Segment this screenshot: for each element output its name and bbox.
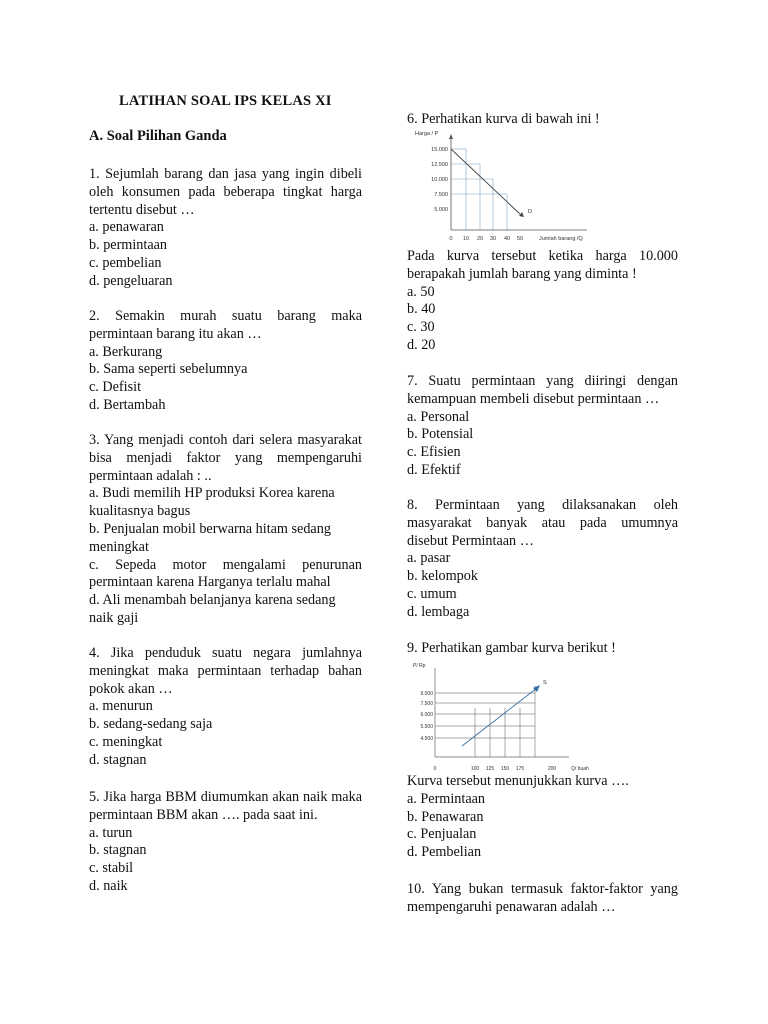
question-6-body	[407, 248, 678, 355]
y-tick-label: 6.000	[420, 712, 433, 718]
question-stem: 8. Permintaan yang dilaksanakan oleh masyarakat banyak atau pada umumnya disebut Permintaan …	[407, 497, 678, 549]
question-9	[407, 640, 678, 658]
supply-curve-arrow	[533, 685, 540, 692]
option-d: d. pengeluaran	[89, 272, 173, 289]
option-a: a. Budi memilih HP produksi Korea karena kualitasnya bagus	[89, 485, 335, 520]
y-tick-label: 12.500	[431, 162, 448, 168]
option-b: b. Penjualan mobil berwarna hitam sedang meningkat	[89, 520, 331, 555]
option-a: a. Personal	[407, 408, 470, 425]
question-stem: Kurva tersebut menunjukkan kurva ….	[407, 773, 629, 789]
x-tick-label: 30	[489, 236, 497, 242]
option-b: b. 40	[407, 301, 436, 318]
question-3	[89, 432, 362, 628]
option-b: b. kelompok	[407, 568, 478, 585]
x-tick-label: 40	[503, 236, 511, 242]
option-a: a. penawaran	[89, 219, 164, 236]
question-stem: 5. Jika harga BBM diumumkan akan naik maka permintaan BBM akan …. pada saat ini.	[89, 789, 362, 823]
y-axis-label: P/ Rp	[413, 663, 426, 669]
option-d: d. Bertambah	[89, 396, 166, 413]
question-4	[89, 645, 362, 770]
option-c: c. meningkat	[89, 733, 163, 750]
demand-curve-line	[451, 149, 520, 214]
question-9-body	[407, 773, 678, 862]
x-tick-label: 0	[433, 766, 437, 772]
option-b: b. stagnan	[89, 842, 147, 859]
option-a: a. Permintaan	[407, 790, 486, 807]
x-tick-label: 10	[462, 236, 470, 242]
x-tick-label: 50	[516, 236, 524, 242]
option-d: d. lembaga	[407, 603, 470, 620]
y-tick-label: 10.000	[431, 177, 448, 183]
question-2	[89, 308, 362, 415]
option-b: b. permintaan	[89, 237, 168, 254]
supply-chart-svg	[407, 658, 607, 776]
supply-curve-line	[462, 688, 537, 746]
y-tick-label: 5.500	[420, 724, 433, 730]
y-axis-label: Harga / P	[415, 131, 439, 137]
question-1	[89, 166, 362, 291]
option-c: c. Penjualan	[407, 826, 477, 843]
x-tick-label: 0	[449, 236, 453, 242]
option-b: b. Sama seperti sebelumnya	[89, 361, 248, 378]
option-a: a. 50	[407, 283, 435, 300]
option-d: d. Pembelian	[407, 844, 482, 861]
x-tick-label: 175	[515, 766, 525, 772]
option-a: a. Berkurang	[89, 343, 163, 360]
option-a: a. turun	[89, 824, 133, 841]
y-tick-label: 5.000	[434, 207, 448, 213]
option-d: d. stagnan	[89, 751, 147, 768]
question-stem: 1. Sejumlah barang dan jasa yang ingin dibeli oleh konsumen pada beberapa tingkat harga tertentu disebut …	[89, 166, 362, 218]
question-stem: 2. Semakin murah suatu barang maka permintaan barang itu akan …	[89, 308, 362, 342]
option-b: b. Penawaran	[407, 808, 484, 825]
question-stem: 6. Perhatikan kurva di bawah ini !	[407, 111, 600, 127]
x-axis-label: Jumlah barang /Q	[539, 236, 583, 242]
option-c: c. stabil	[89, 860, 134, 877]
x-tick-label: 20	[476, 236, 484, 242]
y-tick-label: 7.500	[434, 192, 448, 198]
question-stem: 4. Jika penduduk suatu negara jumlahnya meningkat maka permintaan terhadap bahan pokok akan …	[89, 645, 362, 697]
x-tick-label: 100	[470, 766, 480, 772]
y-tick-label: 9.000	[420, 691, 433, 697]
option-b: b. sedang-sedang saja	[89, 716, 213, 733]
question-10	[407, 881, 678, 917]
option-c: c. umum	[407, 585, 457, 602]
x-tick-label: 200	[547, 766, 557, 772]
option-b: b. Potensial	[407, 426, 474, 443]
demand-chart-svg	[407, 128, 607, 248]
question-8	[407, 497, 678, 622]
option-a: a. menurun	[89, 698, 153, 715]
series-label-d: D	[528, 209, 532, 215]
document-title: LATIHAN SOAL IPS KELAS XI	[119, 93, 332, 109]
question-stem: 9. Perhatikan gambar kurva berikut !	[407, 640, 616, 656]
supply-curve-chart	[407, 658, 607, 776]
question-stem: Pada kurva tersebut ketika harga 10.000 berapakah jumlah barang yang diminta !	[407, 248, 678, 282]
question-7	[407, 373, 678, 480]
x-axis-label: Q/ buah	[571, 766, 589, 772]
section-title: A. Soal Pilihan Ganda	[89, 128, 227, 144]
question-stem: 7. Suatu permintaan yang diiringi dengan kemampuan membeli disebut permintaan …	[407, 373, 678, 407]
x-tick-label: 125	[485, 766, 495, 772]
question-stem: 3. Yang menjadi contoh dari selera masyarakat bisa menjadi faktor yang mempengaruhi permintaan adalah : ..	[89, 432, 362, 484]
y-axis-arrow	[449, 134, 453, 139]
option-c: c. Efisien	[407, 444, 461, 461]
option-d: d. naik	[89, 877, 128, 894]
series-label-s: S	[543, 680, 547, 686]
x-tick-label: 150	[500, 766, 510, 772]
question-6	[407, 111, 678, 129]
option-c: c. Sepeda motor mengalami penurunan permintaan karena Harganya terlalu mahal	[89, 556, 362, 591]
option-d: d. 20	[407, 336, 436, 353]
question-stem: 10. Yang bukan termasuk faktor-faktor yang mempengaruhi penawaran adalah …	[407, 881, 678, 915]
question-5	[89, 789, 362, 896]
option-a: a. pasar	[407, 550, 451, 567]
demand-curve-chart	[407, 128, 607, 248]
option-c: c. Defisit	[89, 379, 142, 396]
option-c: c. 30	[407, 319, 435, 336]
demand-curve-arrow	[519, 212, 524, 217]
y-tick-label: 15.000	[431, 147, 448, 153]
y-tick-label: 7.500	[420, 701, 433, 707]
option-d: d. Efektif	[407, 461, 461, 478]
option-d: d. Ali menambah belanjanya karena sedang naik gaji	[89, 592, 336, 626]
y-tick-label: 4.500	[420, 736, 433, 742]
option-c: c. pembelian	[89, 254, 162, 271]
